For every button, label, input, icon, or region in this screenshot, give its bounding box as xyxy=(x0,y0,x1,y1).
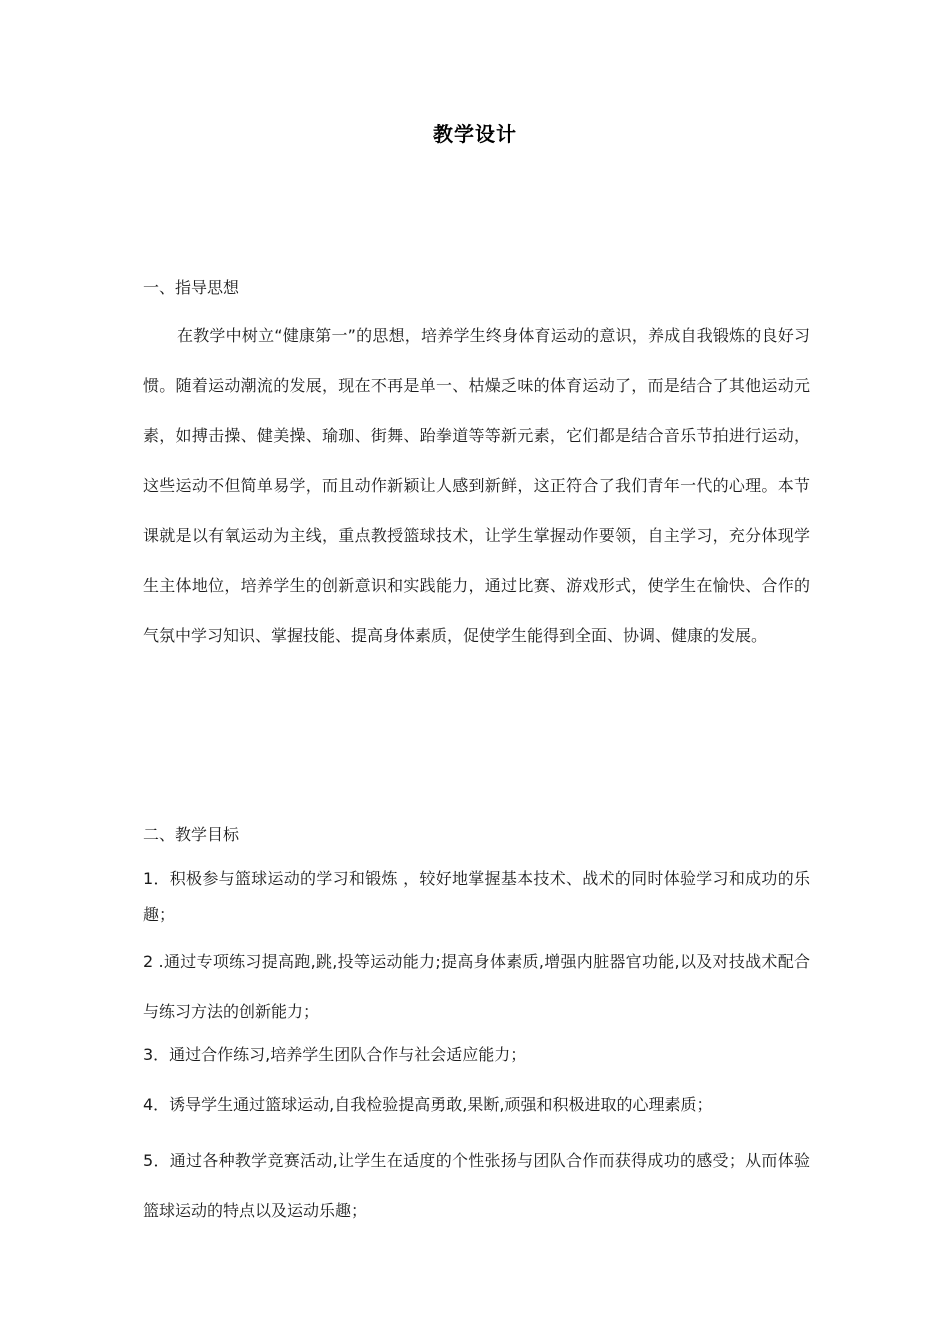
document-title: 教学设计 xyxy=(433,122,517,146)
goal-item-5: 5．通过各种教学竞赛活动,让学生在适度的个性张扬与团队合作而获得成功的感受；从而体验篮球运动的特点以及运动乐趣； xyxy=(143,1151,810,1220)
goal-item-4: 4．诱导学生通过篮球运动,自我检验提高勇敢,果断,顽强和积极进取的心理素质； xyxy=(143,1095,713,1114)
guiding-thought-paragraph: 在教学中树立“健康第一”的思想，培养学生终身体育运动的意识，养成自我锻炼的良好习惯。随着运动潮流的发展，现在不再是单一、枯燥乏味的体育运动了，而是结合了其他运动元素，如搏击操、健美操、瑜珈、街舞、跆拳道等等新元素，它们都是结合音乐节拍进行运动，这些运动不但简单易学，而且动作新颖让人感到新鲜，这正符合了我们青年一代的心理。本节课就是以有氧运动为主线，重点教授篮球技术，让学生掌握动作要领，自主学习，充分体现学生主体地位，培养学生的创新意识和实践能力，通过比赛、游戏形式，使学生在愉快、合作的气氛中学习知识、掌握技能、提高身体素质，促使学生能得到全面、协调、健康的发展。 xyxy=(143,326,810,645)
goal-item-1: 1．积极参与篮球运动的学习和锻炼 ，较好地掌握基本技术、战术的同时体验学习和成功的乐趣； xyxy=(143,869,810,924)
goal-item-2: 2 .通过专项练习提高跑,跳,投等运动能力;提高身体素质,增强内脏器官功能,以及对技战术配合与练习方法的创新能力； xyxy=(143,952,810,1021)
goal-item-3: 3．通过合作练习,培养学生团队合作与社会适应能力； xyxy=(143,1045,527,1064)
section-heading-teaching-goals: 二、教学目标 xyxy=(143,825,240,844)
section-heading-guiding-thought: 一、指导思想 xyxy=(143,278,240,297)
